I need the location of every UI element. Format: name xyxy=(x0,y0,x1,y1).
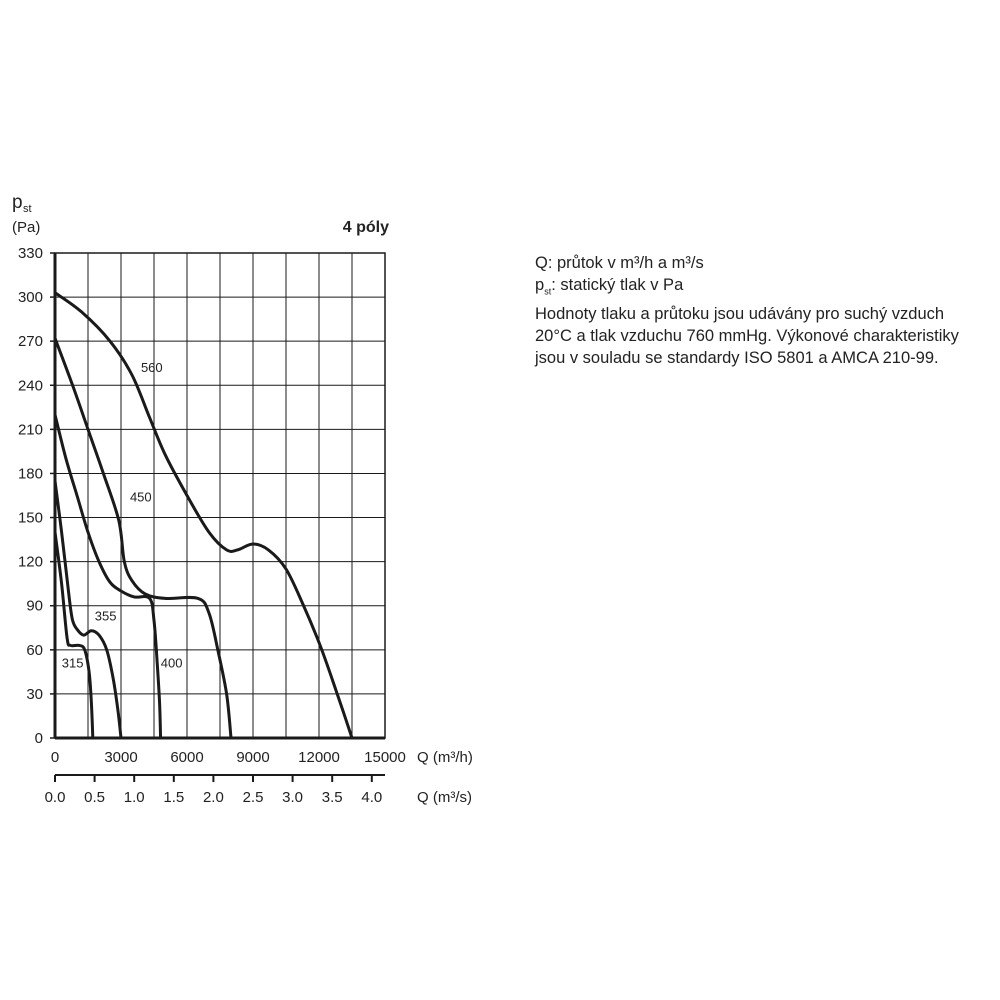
x-tick-label: 12000 xyxy=(298,749,340,766)
x2-tick-label: 1.0 xyxy=(123,789,145,806)
legend-line-flow: Q: průtok v m³/h a m³/s xyxy=(535,254,704,272)
series-label-450: 450 xyxy=(129,489,152,505)
legend-pressure-text: : statický tlak v Pa xyxy=(551,276,684,295)
chart-title: 4 póly xyxy=(342,219,389,236)
legend-line-conditions-2: 20°C a tlak vzduchu 760 mmHg. Výkonové charakteristiky xyxy=(535,326,959,345)
legend-line-conditions-1: Hodnoty tlaku a průtoku jsou udávány pro suchý vzduch xyxy=(535,304,945,323)
x2-axis-label: Q (m³/s) xyxy=(417,789,472,806)
y-tick-label: 0 xyxy=(34,730,43,747)
x2-tick-label: 3.0 xyxy=(282,789,304,806)
series-line-560 xyxy=(55,293,352,738)
x2-tick-label: 0.5 xyxy=(84,789,106,806)
series-label-315: 315 xyxy=(61,655,84,671)
series-label-355: 355 xyxy=(94,608,117,624)
y-tick-label: 150 xyxy=(17,509,43,527)
x2-tick-label: 1.5 xyxy=(163,789,185,806)
x2-tick-label: 2.5 xyxy=(242,789,264,806)
series-label-560: 560 xyxy=(140,360,163,376)
x-tick-label: 3000 xyxy=(104,749,138,766)
y-tick-label: 270 xyxy=(17,333,43,351)
series-label-400: 400 xyxy=(160,655,183,671)
y-axis-label-unit: (Pa) xyxy=(12,219,41,236)
x2-tick-label: 4.0 xyxy=(361,789,383,806)
y-tick-label: 90 xyxy=(26,597,43,615)
y-tick-label: 120 xyxy=(17,553,43,571)
y-axis-label-subscript: st xyxy=(23,203,32,215)
legend-pressure-symbol: p xyxy=(535,276,545,295)
series-line-400 xyxy=(55,415,161,738)
y-tick-label: 330 xyxy=(17,245,43,262)
x-axis-label: Q (m³/h) xyxy=(417,749,473,766)
y-tick-label: 210 xyxy=(17,421,43,439)
legend-notes xyxy=(535,252,995,369)
y-tick-label: 30 xyxy=(26,685,43,703)
x-tick-label: 0 xyxy=(50,749,60,766)
x2-tick-label: 0.0 xyxy=(44,789,66,806)
y-tick-label: 240 xyxy=(17,377,43,395)
x-tick-label: 15000 xyxy=(364,749,406,766)
chart-text xyxy=(12,192,473,806)
x2-tick-label: 2.0 xyxy=(202,789,224,806)
legend-line-pressure xyxy=(535,274,995,303)
x2-tick-label: 3.5 xyxy=(321,789,343,806)
y-tick-label: 300 xyxy=(17,289,43,307)
y-axis-label-symbol: p xyxy=(12,192,23,213)
x-tick-label: 6000 xyxy=(170,749,204,766)
series-lines xyxy=(55,293,352,738)
x-tick-label: 9000 xyxy=(236,749,270,766)
y-tick-label: 180 xyxy=(17,465,43,483)
y-tick-label: 60 xyxy=(26,641,43,659)
legend-line-conditions-3: jsou v souladu se standardy ISO 5801 a AMCA 210-99. xyxy=(535,349,939,368)
legend-pressure-subscript: st xyxy=(544,286,552,297)
